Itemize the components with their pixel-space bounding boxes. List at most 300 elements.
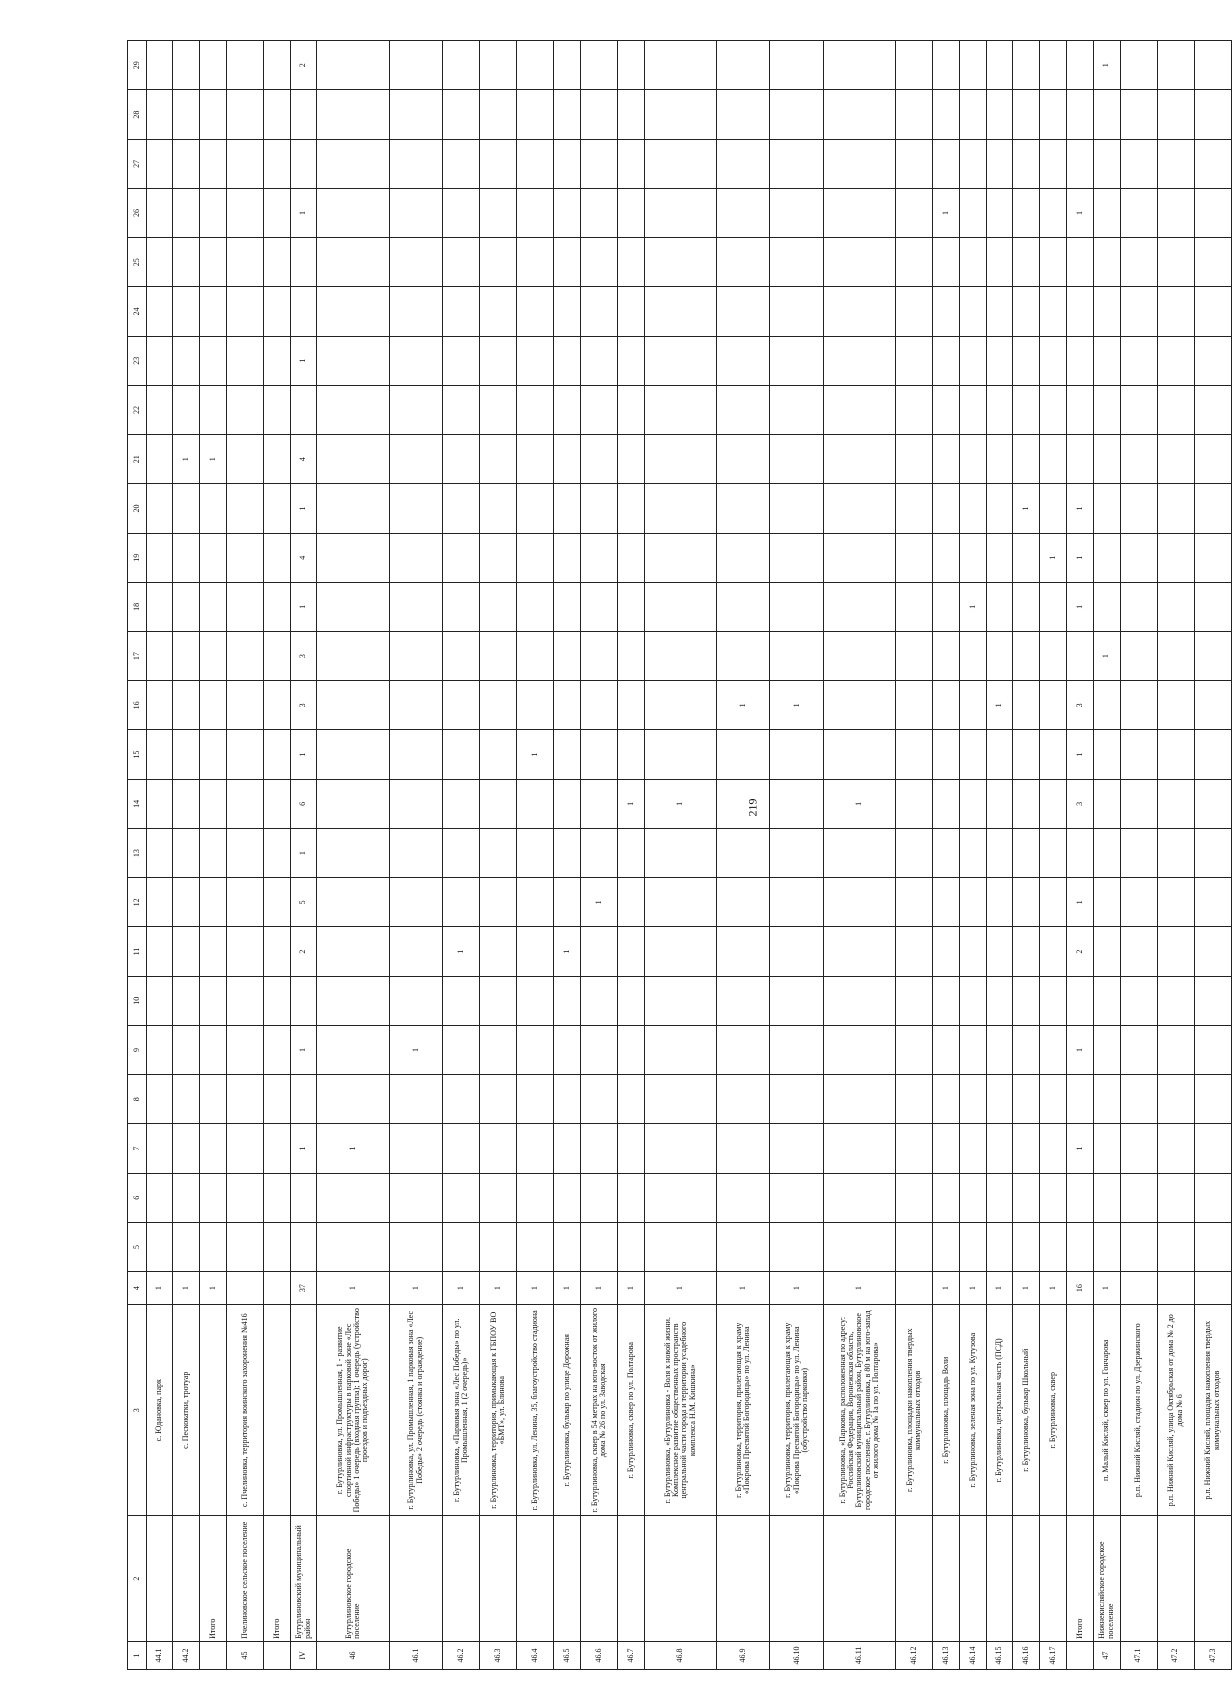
value-cell: 1 xyxy=(933,1272,960,1305)
row-number-cell: 47.2 xyxy=(1157,1641,1194,1669)
value-cell xyxy=(146,90,173,139)
value-cell xyxy=(443,779,480,828)
value-cell xyxy=(480,681,517,730)
value-cell xyxy=(644,139,716,188)
settlement-cell xyxy=(770,1516,824,1642)
value-cell xyxy=(770,779,824,828)
row-number-cell: 46.17 xyxy=(1040,1641,1067,1669)
value-cell xyxy=(959,1025,986,1074)
address-cell: г. Бутурлиновка, сквер xyxy=(1040,1305,1067,1516)
value-cell xyxy=(263,1025,290,1074)
value-cell xyxy=(443,139,480,188)
value-cell xyxy=(263,336,290,385)
value-cell xyxy=(716,1124,770,1173)
value-cell xyxy=(317,927,389,976)
value-cell xyxy=(933,976,960,1025)
column-number: 21 xyxy=(128,435,147,484)
value-cell xyxy=(986,976,1013,1025)
value-cell xyxy=(959,730,986,779)
value-cell xyxy=(1194,435,1231,484)
value-cell xyxy=(146,681,173,730)
value-cell xyxy=(716,139,770,188)
value-cell xyxy=(1157,878,1194,927)
value-cell xyxy=(263,484,290,533)
value-cell xyxy=(618,1025,645,1074)
value-cell xyxy=(1120,1124,1157,1173)
value-cell xyxy=(716,385,770,434)
value-cell xyxy=(959,1075,986,1124)
value-cell xyxy=(1194,484,1231,533)
value-cell xyxy=(1093,287,1120,336)
value-cell xyxy=(1093,139,1120,188)
value-cell xyxy=(443,435,480,484)
value-cell xyxy=(1040,730,1067,779)
value-cell xyxy=(317,1173,389,1222)
value-cell: 1 xyxy=(1066,1025,1093,1074)
value-cell xyxy=(389,90,443,139)
value-cell xyxy=(517,238,554,287)
value-cell xyxy=(959,1173,986,1222)
value-cell xyxy=(1157,1222,1194,1271)
value-cell xyxy=(263,976,290,1025)
value-cell xyxy=(1066,90,1093,139)
settlement-cell: Итого xyxy=(200,1516,227,1642)
address-cell: г. Бутурлиновка, сквер в 54 метрах на юго-восток от жилого дома № 26 по ул. Заводская xyxy=(581,1305,618,1516)
address-cell: г. Бутурлиновка, «Бутурлиновка - Воля к новой жизни. Комплексное развитие общественных пространств центральной части города и территории усадебного комплекса Н.М. Кишкина» xyxy=(644,1305,716,1516)
value-cell xyxy=(317,779,389,828)
value-cell xyxy=(263,287,290,336)
value-cell xyxy=(581,188,618,237)
value-cell xyxy=(824,287,896,336)
value-cell xyxy=(1157,632,1194,681)
column-number: 25 xyxy=(128,238,147,287)
value-cell xyxy=(581,385,618,434)
value-cell xyxy=(986,435,1013,484)
value-cell xyxy=(290,976,317,1025)
column-number: 13 xyxy=(128,828,147,877)
value-cell xyxy=(226,484,263,533)
value-cell xyxy=(290,385,317,434)
value-cell xyxy=(824,41,896,90)
value-cell xyxy=(443,336,480,385)
value-cell xyxy=(618,484,645,533)
value-cell xyxy=(644,1173,716,1222)
column-number: 27 xyxy=(128,139,147,188)
value-cell xyxy=(1194,385,1231,434)
value-cell: 1 xyxy=(1093,41,1120,90)
value-cell xyxy=(644,730,716,779)
settlement-cell xyxy=(1157,1516,1194,1642)
value-cell xyxy=(389,188,443,237)
value-cell xyxy=(517,1075,554,1124)
value-cell xyxy=(986,828,1013,877)
value-cell xyxy=(226,1075,263,1124)
column-number: 12 xyxy=(128,878,147,927)
value-cell xyxy=(618,1222,645,1271)
table-row xyxy=(200,41,227,1670)
value-cell xyxy=(1194,90,1231,139)
value-cell xyxy=(173,188,200,237)
value-cell xyxy=(146,1075,173,1124)
value-cell xyxy=(443,90,480,139)
value-cell: 1 xyxy=(1066,533,1093,582)
value-cell xyxy=(1013,533,1040,582)
value-cell xyxy=(896,435,933,484)
value-cell xyxy=(317,1075,389,1124)
value-cell xyxy=(200,828,227,877)
row-number-cell: 47 xyxy=(1093,1641,1120,1669)
value-cell xyxy=(1040,828,1067,877)
value-cell xyxy=(1093,188,1120,237)
value-cell xyxy=(986,927,1013,976)
value-cell xyxy=(644,1124,716,1173)
value-cell xyxy=(389,287,443,336)
value-cell: 1 xyxy=(517,1272,554,1305)
table-row xyxy=(173,41,200,1670)
value-cell xyxy=(173,927,200,976)
value-cell xyxy=(226,1025,263,1074)
value-cell xyxy=(173,385,200,434)
value-cell xyxy=(263,90,290,139)
value-cell xyxy=(317,90,389,139)
value-cell xyxy=(173,1173,200,1222)
value-cell xyxy=(581,828,618,877)
value-cell xyxy=(290,1075,317,1124)
row-number-cell xyxy=(263,1641,290,1669)
value-cell xyxy=(554,1222,581,1271)
column-number: 7 xyxy=(128,1124,147,1173)
value-cell xyxy=(226,730,263,779)
value-cell xyxy=(1093,1025,1120,1074)
row-number-cell: 46.1 xyxy=(389,1641,443,1669)
value-cell xyxy=(1093,484,1120,533)
value-cell xyxy=(1157,90,1194,139)
value-cell xyxy=(896,878,933,927)
value-cell: 1 xyxy=(146,1272,173,1305)
value-cell xyxy=(1040,1173,1067,1222)
value-cell xyxy=(443,41,480,90)
settlement-cell xyxy=(480,1516,517,1642)
value-cell xyxy=(480,287,517,336)
value-cell xyxy=(389,878,443,927)
address-cell: р.п. Нижний Кисляй, площадка накопления твердых коммунальных отходов xyxy=(1194,1305,1231,1516)
value-cell xyxy=(824,238,896,287)
value-cell xyxy=(1120,336,1157,385)
value-cell xyxy=(1194,779,1231,828)
value-cell xyxy=(1040,484,1067,533)
column-number: 19 xyxy=(128,533,147,582)
value-cell xyxy=(1194,336,1231,385)
column-number: 5 xyxy=(128,1222,147,1271)
value-cell xyxy=(716,927,770,976)
value-cell xyxy=(146,976,173,1025)
value-cell xyxy=(146,287,173,336)
value-cell xyxy=(824,1173,896,1222)
value-cell xyxy=(317,435,389,484)
value-cell xyxy=(644,435,716,484)
value-cell xyxy=(1120,681,1157,730)
value-cell xyxy=(226,188,263,237)
value-cell xyxy=(716,287,770,336)
value-cell xyxy=(1194,828,1231,877)
value-cell xyxy=(1013,336,1040,385)
value-cell xyxy=(770,927,824,976)
value-cell xyxy=(644,1075,716,1124)
column-number: 4 xyxy=(128,1272,147,1305)
value-cell xyxy=(443,1124,480,1173)
value-cell xyxy=(389,632,443,681)
value-cell xyxy=(1040,681,1067,730)
value-cell xyxy=(581,1173,618,1222)
value-cell: 1 xyxy=(644,1272,716,1305)
value-cell xyxy=(933,238,960,287)
table-row xyxy=(226,41,263,1670)
value-cell xyxy=(770,139,824,188)
value-cell xyxy=(1066,976,1093,1025)
column-number: 22 xyxy=(128,385,147,434)
value-cell xyxy=(200,385,227,434)
value-cell xyxy=(517,1173,554,1222)
value-cell xyxy=(290,1173,317,1222)
value-cell xyxy=(1120,927,1157,976)
value-cell xyxy=(317,533,389,582)
value-cell xyxy=(1120,533,1157,582)
value-cell xyxy=(824,976,896,1025)
value-cell xyxy=(200,779,227,828)
row-number-cell: 46.2 xyxy=(443,1641,480,1669)
value-cell xyxy=(896,484,933,533)
value-cell: 1 xyxy=(824,1272,896,1305)
value-cell xyxy=(317,681,389,730)
value-cell xyxy=(824,484,896,533)
value-cell xyxy=(389,533,443,582)
settlement-cell xyxy=(986,1516,1013,1642)
value-cell: 3 xyxy=(1066,779,1093,828)
value-cell xyxy=(618,188,645,237)
value-cell xyxy=(200,41,227,90)
value-cell xyxy=(896,976,933,1025)
value-cell xyxy=(389,927,443,976)
value-cell xyxy=(959,1124,986,1173)
value-cell xyxy=(263,41,290,90)
value-cell xyxy=(716,878,770,927)
value-cell xyxy=(146,1025,173,1074)
table-row xyxy=(263,41,290,1670)
row-number-cell: 46.15 xyxy=(986,1641,1013,1669)
value-cell: 1 xyxy=(290,582,317,631)
value-cell xyxy=(618,927,645,976)
row-number-cell: 46.8 xyxy=(644,1641,716,1669)
value-cell xyxy=(1157,1173,1194,1222)
value-cell xyxy=(1013,1075,1040,1124)
value-cell xyxy=(824,385,896,434)
value-cell xyxy=(1066,238,1093,287)
value-cell xyxy=(618,681,645,730)
value-cell xyxy=(1040,188,1067,237)
value-cell: 1 xyxy=(644,779,716,828)
value-cell xyxy=(1093,582,1120,631)
address-cell xyxy=(290,1305,317,1516)
value-cell xyxy=(896,681,933,730)
value-cell xyxy=(480,1075,517,1124)
value-cell xyxy=(1194,976,1231,1025)
value-cell xyxy=(317,976,389,1025)
value-cell xyxy=(146,41,173,90)
value-cell xyxy=(618,139,645,188)
address-cell xyxy=(263,1305,290,1516)
value-cell xyxy=(896,730,933,779)
value-cell xyxy=(480,779,517,828)
value-cell xyxy=(554,1124,581,1173)
value-cell xyxy=(770,336,824,385)
row-number-cell: 46.13 xyxy=(933,1641,960,1669)
value-cell xyxy=(200,681,227,730)
value-cell xyxy=(618,1124,645,1173)
value-cell xyxy=(1093,435,1120,484)
value-cell xyxy=(1066,632,1093,681)
value-cell xyxy=(1157,828,1194,877)
address-cell xyxy=(1066,1305,1093,1516)
value-cell xyxy=(1066,41,1093,90)
value-cell xyxy=(1013,976,1040,1025)
value-cell xyxy=(1157,976,1194,1025)
value-cell xyxy=(896,41,933,90)
value-cell xyxy=(1093,238,1120,287)
value-cell xyxy=(1194,533,1231,582)
value-cell: 1 xyxy=(443,927,480,976)
value-cell xyxy=(824,1124,896,1173)
value-cell xyxy=(770,1173,824,1222)
value-cell xyxy=(581,1124,618,1173)
value-cell xyxy=(716,1025,770,1074)
table-row xyxy=(1013,41,1040,1670)
value-cell xyxy=(1157,1124,1194,1173)
value-cell xyxy=(173,828,200,877)
value-cell xyxy=(1066,139,1093,188)
value-cell xyxy=(200,188,227,237)
value-cell xyxy=(146,632,173,681)
value-cell xyxy=(896,1272,933,1305)
value-cell xyxy=(517,976,554,1025)
value-cell: 1 xyxy=(824,779,896,828)
value-cell xyxy=(1194,287,1231,336)
value-cell xyxy=(770,582,824,631)
value-cell xyxy=(824,927,896,976)
value-cell xyxy=(1120,188,1157,237)
value-cell xyxy=(644,533,716,582)
value-cell xyxy=(173,779,200,828)
value-cell xyxy=(986,1025,1013,1074)
value-cell xyxy=(1120,90,1157,139)
value-cell xyxy=(959,41,986,90)
value-cell xyxy=(770,1222,824,1271)
value-cell xyxy=(618,435,645,484)
value-cell xyxy=(554,632,581,681)
value-cell xyxy=(933,385,960,434)
row-number-cell: 46.11 xyxy=(824,1641,896,1669)
value-cell xyxy=(554,878,581,927)
value-cell xyxy=(146,336,173,385)
value-cell xyxy=(1120,582,1157,631)
value-cell xyxy=(226,41,263,90)
value-cell xyxy=(1093,385,1120,434)
value-cell xyxy=(389,730,443,779)
column-number: 24 xyxy=(128,287,147,336)
value-cell xyxy=(1120,730,1157,779)
table-row xyxy=(618,41,645,1670)
value-cell xyxy=(933,139,960,188)
value-cell xyxy=(517,681,554,730)
value-cell xyxy=(1120,878,1157,927)
value-cell xyxy=(200,976,227,1025)
value-cell: 1 xyxy=(581,878,618,927)
value-cell xyxy=(1120,238,1157,287)
value-cell xyxy=(1093,828,1120,877)
value-cell xyxy=(443,1222,480,1271)
value-cell xyxy=(716,41,770,90)
page-number: 219 xyxy=(745,798,760,817)
value-cell xyxy=(716,730,770,779)
value-cell xyxy=(480,582,517,631)
value-cell xyxy=(480,336,517,385)
value-cell xyxy=(824,730,896,779)
settlement-cell xyxy=(173,1516,200,1642)
value-cell: 1 xyxy=(290,336,317,385)
row-number-cell: 46.10 xyxy=(770,1641,824,1669)
value-cell xyxy=(618,336,645,385)
value-cell xyxy=(644,927,716,976)
value-cell xyxy=(173,1025,200,1074)
value-cell xyxy=(1040,1025,1067,1074)
value-cell xyxy=(716,1075,770,1124)
value-cell xyxy=(959,878,986,927)
value-cell xyxy=(770,533,824,582)
row-number-cell: 46.16 xyxy=(1013,1641,1040,1669)
value-cell xyxy=(1120,779,1157,828)
value-cell xyxy=(896,139,933,188)
value-cell xyxy=(644,385,716,434)
value-cell xyxy=(1157,188,1194,237)
value-cell xyxy=(770,41,824,90)
value-cell xyxy=(317,139,389,188)
value-cell xyxy=(1157,336,1194,385)
value-cell xyxy=(1120,41,1157,90)
value-cell xyxy=(770,878,824,927)
value-cell: 3 xyxy=(1066,681,1093,730)
value-cell xyxy=(146,435,173,484)
address-cell: г. Бутурлиновка, «Парковая зона «Лес Победы» по ул. Промышленная, 1 (2 очередь)» xyxy=(443,1305,480,1516)
value-cell xyxy=(1040,927,1067,976)
column-number: 28 xyxy=(128,90,147,139)
value-cell xyxy=(581,1222,618,1271)
value-cell xyxy=(933,730,960,779)
address-cell: г. Бутурлиновка, зеленая зона по ул. Кутузова xyxy=(959,1305,986,1516)
value-cell xyxy=(480,828,517,877)
value-cell: 1 xyxy=(200,1272,227,1305)
value-cell xyxy=(443,582,480,631)
value-cell xyxy=(644,681,716,730)
value-cell xyxy=(146,139,173,188)
value-cell xyxy=(1066,287,1093,336)
value-cell xyxy=(770,435,824,484)
value-cell xyxy=(644,1025,716,1074)
settlement-cell: Итого xyxy=(1066,1516,1093,1642)
settlement-cell xyxy=(644,1516,716,1642)
value-cell xyxy=(896,632,933,681)
value-cell: 1 xyxy=(716,1272,770,1305)
value-cell xyxy=(716,238,770,287)
value-cell xyxy=(226,779,263,828)
